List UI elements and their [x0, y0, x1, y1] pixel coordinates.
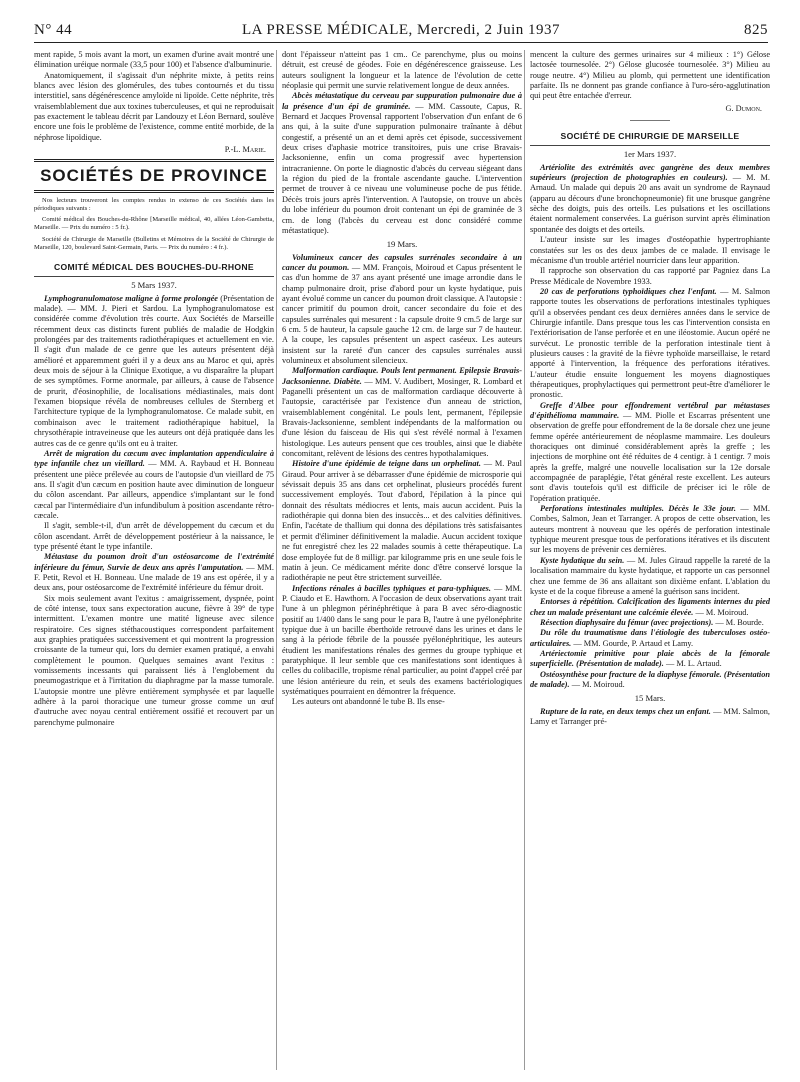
- report-entry: [530, 707, 770, 728]
- paragraph: mencent la culture des germes urinaires sur 4 milieux : 1°) Gélose lactosée tournesolée. 2°) Gélose glucosée tournesolée. 3°) Milieu au rouge neutre. 4°) Milieu au plomb, qui permettent une identification parfaite. Ils ne donnent pas grande confiance à l'uro-séro-agglutination qui peut être entachée d'erreur.: [530, 50, 770, 101]
- intro-text: Comité médical des Bouches-du-Rhône [Marseille médical, 40, allées Léon-Gambetta, Marseille. — Prix du numéro : 5 fr.).: [34, 216, 274, 232]
- author-signature: G. Dumon.: [725, 103, 762, 113]
- report-entry: [34, 294, 274, 449]
- column-rule: [524, 50, 525, 1070]
- report-body: — MM. Combes, Salmon, Jean et Tarranger. A propos de cette observation, les auteurs montrent à nouveau que les opérés de perforation intestinale typhique meurent presque tous de perforations itératives et ils discutent sur les moyens de prévenir ces dernières.: [530, 504, 770, 555]
- report-entry: [530, 163, 770, 235]
- report-entry: [530, 670, 770, 691]
- report-title: Lymphogranulomatose maligne à forme prolongée: [44, 293, 218, 303]
- report-title: Kyste hydatique du sein.: [540, 555, 625, 565]
- society-heading: SOCIÉTÉ DE CHIRURGIE DE MARSEILLE: [530, 131, 770, 146]
- report-body: — MM. A. Raybaud et H. Bonneau présentent une pièce prélevée au cours de l'autopsie d'un vieillard de 75 ans. Il s'agit d'un cæcum en position haute avec diminution de longueur du côlon ascendant. Par ailleurs, appendice s'implantant sur le fond cæcal par l'intermédiaire d'un infundibulum à position ascendante rétro-cæcale.: [34, 459, 274, 520]
- page-number: 825: [744, 22, 768, 38]
- report-entry: [530, 628, 770, 649]
- report-title: Malformation cardiaque. Pouls lent permanent. Epilepsie Bravais-Jacksonienne. Diabète.: [282, 366, 522, 386]
- report-entry: [530, 618, 770, 628]
- report-title: Ostéosynthèse pour fracture de la diaphyse fémorale. (Présentation de malade).: [530, 669, 770, 689]
- report-body: — M. Moiroud.: [571, 679, 625, 689]
- report-entry: [530, 287, 770, 401]
- report-entry: [530, 401, 770, 504]
- report-body: — MM. Piolle et Escarras présentent une observation de greffe pour effondrement de la 8e dorsale chez une jeune femme opérée antérieurement de néoplasme mammaire. Les douleurs thoraciques ont diminué considérablement après la greffe ; les injections de morphine ont été réduites de 4 centigr. à 1 centigr. 7 mois après la greffe, malgré une nouvelle localisation sur la 12e dorsale accompagnée de paraplégie, l'état général reste excellent. Les auteurs sont d'avis toutefois qu'il est difficile de préciser ici le rôle de l'opération pratiquée.: [530, 411, 770, 503]
- session-date: 15 Mars.: [634, 693, 666, 704]
- session-date: 19 Mars.: [386, 239, 418, 250]
- report-body: — MM. Cassoute, Capus, R. Bernard et Jacques Provensal rapportent l'observation d'un enfant de 6 ans qui, à la suite d'une suppuration pulmonaire traînante à début congestif, a présenté un an et demi après cet épisode, successivement deux crises d'aphasie motrice transitoires, puis une crise Bravais-Jacksonienne, enfin un coma progressif avec hypertension intracranienne. On porte le diagnostic d'abcès du cerveau siégeant dans la région du pied de la frontale ascendante gauche. L'intervention permet de trouver à ce niveau une volumineuse poche de pus fétide. Décès trois jours après l'intervention. A l'autopsie, on trouve un abcès du lobe inférieur du poumon droit contenant un épi de graminée de 3 cm. de long (l'abcès du cerveau est donc considéré comme métastatique).: [282, 101, 522, 235]
- paragraph: Six mois seulement avant l'exitus : amaigrissement, dyspnée, point de côté intense, toux sans expectoration aucune, fièvre à 39° de type intermittent. L'examen montre une matité ligneuse avec silence respiratoire. Ces signes stéthacoustiques correspondent parfaitement aux graphies pratiquées successivement et qui montrent la progression croissante de la tumeur qui, lors du dernier examen pratiqué, a envahi complètement le poumon. Quelques semaines avant l'exitus : vomissements incessants qui paraissent liés à l'englobement du pneumogastrique et à l'irritation du diaphragme par la masse tumorale. L'autopsie montre une plèvre entièrement symphysée et par laquelle adhère à la paroi thoracique une tumeur grosse comme un œuf d'autruche avec noyau central entièrement ossifié et recouvert par un parenchyme pulmonaire: [34, 593, 274, 727]
- paragraph: ment rapide, 5 mois avant la mort, un examen d'urine avait montré une élimination uréique normale (33,5 pour 100) et l'absence d'albuminurie.: [34, 50, 274, 70]
- report-entry: [34, 449, 274, 521]
- report-entry: [282, 253, 522, 367]
- report-entry: [282, 366, 522, 459]
- report-body: — MM. V. Audibert, Mosinger, R. Lombard et Paganelli présentent un cas de malformation cardiaque découverte à l'autopsie, caractérisée par l'existence d'un anneau de striction, vraisemblablement congénital. Le pouls lent, permanent, l'épilepsie Bravais-Jacksonienne, semblent indépendants de la malformation ou d'une lésion du faisceau de His qui s'est révélé normal à l'examen histologique. Les auteurs pensent que ces troubles, ainsi que le diabète concomitant, relèvent de lésions des centres hypothalamiques.: [282, 376, 522, 459]
- report-body: — MM. Salmon, Lamy et Tarranger pré-: [530, 706, 770, 726]
- report-body: — M. Salmon rapporte toutes les observations de perforations intestinales typhiques qu'il a observées pendant ces deux dernières années dans le service de Chirurgie infantile. Dans presque tous les cas l'intervention consista en l'extériorisation de l'anse perforée et en une iléostomie. Aucun opéré ne survécut. Le pronostic terrible de la perforation intestinale tient à plusieurs causes : la gravité de la fièvre typhoïde marseillaise, le retard apporté à l'intervention, la fréquence des perforations itératives. L'auteur étudie ensuite longuement les moyens diagnostiques thérapeutiques, prophylactiques qui permettront peut-être d'améliorer le pronostic.: [530, 286, 770, 400]
- report-body: — MM. François, Moiroud et Capus présentent le cas d'un homme de 37 ans ayant présenté une image arrondie dans le champ pulmonaire droit, prise d'abord pour un kyste hydatique, puis ayant évolué comme un cancer du poumon droit classique. A l'autopsie : cancer primitif du poumon droit, cancer secondaire du foie et des capsules surrénales qui mesurent : la capsule droite 9 cm.5 de large sur 6 cm. 5 de hauteur, la capsule gauche 12 cm. de large sur 7 de hauteur. A la coupe, les capsules présentent un aspect caséeux. Les auteurs insistent sur la rareté d'un cancer des capsules surrénales aussi volumineux et absolument silencieux.: [282, 262, 522, 365]
- report-entry: [530, 556, 770, 597]
- journal-title: LA PRESSE MÉDICALE, Mercredi, 2 Juin 1937: [242, 22, 560, 38]
- report-title: Perforations intestinales multiples. Décès le 33e jour.: [540, 504, 736, 514]
- report-entry: [282, 459, 522, 583]
- report-title: Rupture de la rate, en deux temps chez un enfant.: [540, 706, 711, 716]
- report-title: Abcès métastatique du cerveau par suppuration pulmonaire due à la présence d'un épi de graminée.: [282, 91, 522, 111]
- paragraph: Les auteurs ont abandonné le tube B. Ils ense-: [292, 697, 445, 707]
- report-title: Métastase du poumon droit d'un ostéosarcome de l'extrémité inférieure du fémur, Survie de deux ans après l'amputation.: [34, 552, 274, 572]
- report-entry: [282, 584, 522, 698]
- session-date: 1er Mars 1937.: [623, 149, 677, 160]
- paragraph: L'auteur insiste sur les images d'ostéopathie hypertrophiante constatées sur les os des deux jambes de ce malade. Il envisage le mécanisme d'un trouble artériel nourricier dans leur apparition.: [530, 235, 770, 265]
- report-body: — M. Bourde.: [715, 617, 764, 627]
- report-title: Entorses à répétition. Calcification des ligaments internes du pied chez un malade présentant une calcémie élevée.: [530, 597, 770, 617]
- column-1: [34, 50, 274, 1070]
- report-body: — M. Jules Giraud rappelle la rareté de la localisation mammaire du kyste hydatique, et rapporte un cas personnel chez une femme de 36 ans allaitant son dixième enfant. L'ablation du kyste et de la coque fibreuse a amené la guérison sans incident.: [530, 555, 770, 596]
- report-title: 20 cas de perforations typhoïdiques chez l'enfant.: [540, 286, 717, 296]
- paragraph: Il s'agit, semble-t-il, d'un arrêt de développement du cæcum et du côlon ascendant. Arrêt de développement postérieur à la naissance, le type présenté étant le type infantile.: [34, 521, 274, 551]
- report-title: Artériolite des extrémités avec gangrène des deux membres supérieurs (projection de photographies en couleurs).: [530, 162, 770, 183]
- intro-text: Société de Chirurgie de Marseille (Bulletins et Mémoires de la Société de Chirurgie de Marseille, 120, boulevard Saint-Germain, Paris. — Prix du numéro : 4 fr.).: [34, 235, 274, 251]
- column-3: [530, 50, 770, 1070]
- report-body: — MM. Gourde, P. Artaud et Lamy.: [573, 638, 694, 648]
- intro-note: [34, 197, 274, 252]
- report-entry: [530, 504, 770, 556]
- intro-text: Nos lecteurs trouveront les comptes rendus in extenso de ces Sociétés dans les périodiques suivants :: [34, 196, 274, 212]
- report-title: Histoire d'une épidémie de teigne dans un orphelinat.: [292, 459, 481, 469]
- report-body: — M. L. Artaud.: [665, 659, 722, 669]
- issue-number: N° 44: [34, 22, 73, 38]
- section-banner: SOCIÉTÉS DE PROVINCE: [34, 159, 274, 192]
- report-title: Résection diaphysaire du fémur (avec projections).: [540, 617, 714, 627]
- report-body: — M. M. Arnaud. Un malade qui depuis 20 ans avait un syndrome de Raynaud (apparu au décours d'une bronchopneumonie) fit une brusque gangrène sèche des doigts, puis des orteils. Les pulsations et les oscillations étaient normalement conservées. La guérison survint après élimination spontanée des doigts et des orteils.: [530, 173, 770, 234]
- report-title: Greffe d'Albee pour effondrement vertébral par métastases d'épithélioma mammaire.: [530, 400, 770, 420]
- report-title: Infections rénales à bacilles typhiques et para-typhiques.: [292, 583, 491, 593]
- report-entry: [34, 552, 274, 593]
- report-entry: [530, 597, 770, 618]
- column-rule: [276, 50, 277, 1070]
- divider: [630, 120, 670, 121]
- author-signature: P.-L. Marie.: [224, 145, 266, 155]
- report-body: — MM. P. Ciaudo et E. Hawthorn. A l'occasion de deux observations ayant trait l'une à un phlegmon périnéphrétique à para B avec séro-diagnostic positif au 1/400 dans le sang pour le para B, l'autre à une pyélonéphrite typique due à un bacille éberthoïde retrouvé dans les urines et dans le sang à la période fébrile de la poussée pyélonéphritique, les auteurs étudient les manifestations rénales des germes du groupe typhique et paratyphique. Il leur semble que ces manifestations sont identiques à celles du colibacille, tropisme rénal particulier, au point d'appel créé par une lésion antérieure du rein, et seuls des examens bactériologiques systématiques pourraient en démontrer la fréquence.: [282, 583, 522, 696]
- report-body: (Présentation de malade). — MM. J. Pieri et Sardou. La lymphogranulomatose est considérée comme d'évolution très courte. Aux Sociétés de Marseille récemment deux cas distincts furent publiés de maladie de Hodgkin prolongées par des traitements radiothérapiques et actuellement en vie. Il s'agit d'un malade de ce genre que les auteurs présentent déjà amélioré et apparemment guéri il y a deux ans au Maroc et qui, après deux mois de séjour à la Clinique Exotique, a vu disparaître la plupart de ses symptômes. Forme anormale, par ailleurs, à cause de l'absence de prurit, d'éosinophilie, de localisations médiastinales, mais dont l'examen biopsique révéla de nombreuses cellules de Sternberg et l'architecture typique de la lymphogranulomatose. Ce malade subit, en combinaison avec le traitement radiothérapique habituel, la chrysothérapie intraveineuse que les auteurs ont déjà pratiquée dans les autres cas de ce genre qu'ils ont eu à traiter.: [34, 293, 274, 448]
- report-body: — M. Paul Giraud. Pour arriver à se débarrasser d'une épidémie de microsporie qui sévissait depuis 35 ans dans cet orphelinat, plusieurs procédés furent successivement employés. Tout d'abord, l'épilation à la pince qui donnait des résultats médiocres et lents, mais aucun accident. Puis la radiothérapie qui donna bien des insuccès... et des calvities définitives. Enfin, l'acétate de thallium qui donna des dépilations très satisfaisantes et permit d'éliminer définitivement la maladie. Aucun accident toxique ne fut enregistré chez les 22 malades soumis à cette thérapeutique. La dose employée fut de 8 milligr. par kilogramme pris en une seule fois le matin à jeun. Ce médicament mérite donc d'être conservé lorsque la radiothérapie ne peut être strictement surveillée.: [282, 459, 522, 583]
- paragraph: dont l'épaisseur n'atteint pas 1 cm.. Ce parenchyme, plus ou moins détruit, est creusé de géodes. Foie en dégénérescence graisseuse. Les auteurs soulignent la longueur et la latence de l'évolution de cette néoplasie qui permit une survie relativement longue de deux années.: [282, 50, 522, 91]
- report-title: Volumineux cancer des capsules surrénales secondaire à un cancer du poumon.: [282, 252, 522, 272]
- page-header: [34, 18, 768, 43]
- report-entry: [282, 91, 522, 236]
- report-title: Artériectomie primitive pour plaie abcès de la fémorale superficielle. (Présentation de malade).: [530, 648, 770, 669]
- report-title: Du rôle du traumatisme dans l'étiologie des tuberculoses ostéo-articulaires.: [530, 628, 770, 648]
- society-heading: COMITÉ MÉDICAL DES BOUCHES-DU-RHONE: [34, 262, 274, 277]
- report-body: — M. Moiroud.: [695, 607, 749, 617]
- report-entry: [530, 649, 770, 670]
- session-date: 5 Mars 1937.: [131, 280, 177, 291]
- paragraph: Il rapproche son observation du cas rapporté par Pagniez dans La Presse Médicale de Novembre 1933.: [530, 266, 770, 286]
- report-title: Arrêt de migration du cæcum avec implantation appendiculaire à type infantile chez un vieillard.: [34, 448, 274, 469]
- paragraph: Anatomiquement, il s'agissait d'un néphrite mixte, à petits reins blancs avec lésion des glomérules, des tubes contournés et du tissu interstitiel, sans dégénérescence amyloïde ni lipoïde. Cette néphrite, très vraisemblablement due aux toxines tuberculeuses, et qui ne reproduisait pas exactement le tableau décrit par Landouzy et Léon Bernard, soulève encore une fois le problème de l'existence, comme entité morbide, de la néphrose lipoïdique.: [34, 70, 274, 142]
- report-body: — MM. F. Petit, Revol et H. Bonneau. Une malade de 19 ans est opérée, il y a deux ans, pour ostéosarcome de l'extrémité inférieure du fémur droit.: [34, 562, 274, 593]
- column-2: [282, 50, 522, 1070]
